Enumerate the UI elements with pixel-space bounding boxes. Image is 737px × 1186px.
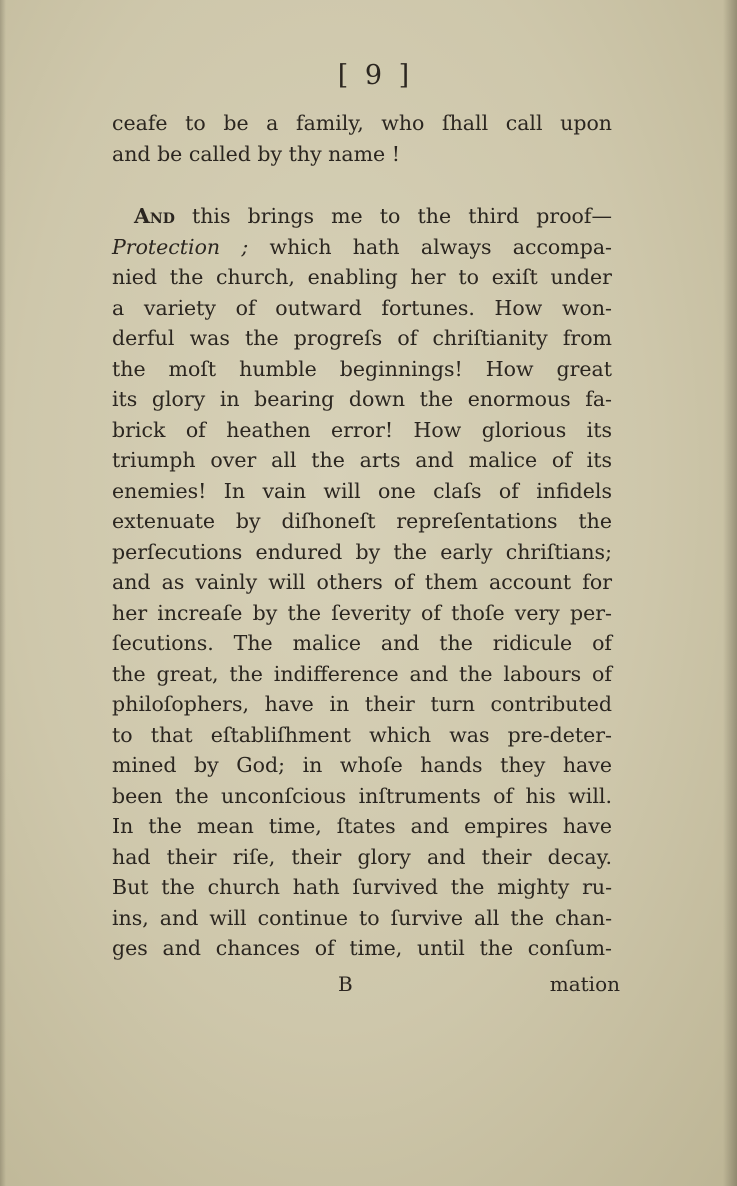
catchword: mation — [549, 972, 620, 996]
text-line: and as vainly will others of them account for — [112, 570, 612, 594]
text-line: ceafe to be a family, who ſhall call upon — [112, 111, 612, 135]
text-line: derful was the progreſs of chriſtianity from — [112, 326, 612, 350]
text-line: been the unconſcious inſtruments of his will. — [112, 783, 612, 808]
text-line: enemies! In vain will one claſs of infidels — [112, 478, 612, 503]
text-fragment: this brings me to the third proof— — [191, 204, 612, 228]
text-line: philoſophers, have in their turn contributed — [112, 692, 612, 716]
text-line: the moſt humble beginnings! How great — [112, 356, 612, 381]
page-number: [ 9 ] — [337, 60, 414, 91]
text-line: But the church hath ſurvived the mighty ru- — [112, 875, 612, 899]
text-line: ges and chances of time, until the conſum- — [112, 936, 612, 960]
page-edge-shadow-left — [0, 0, 6, 1186]
text-line: to that eſtabliſhment which was pre-deter- — [112, 722, 612, 747]
text-line: perſecutions endured by the early chriſtians; — [112, 539, 612, 564]
text-line: and be called by thy name ! — [112, 141, 400, 166]
text-line: extenuate by diſhoneſt repreſentations the — [112, 509, 612, 533]
text-line: a variety of outward fortunes. How won- — [112, 295, 612, 320]
text-line: mined by God; in whoſe hands they have — [112, 753, 612, 777]
text-line: had their riſe, their glory and their decay. — [112, 844, 612, 869]
text-line — [112, 201, 612, 232]
text-line: the great, the indifference and the labours of — [112, 661, 612, 686]
text-line: its glory in bearing down the enormous fa- — [112, 387, 612, 411]
page-footer — [112, 972, 620, 1002]
text-line — [112, 232, 612, 263]
text-line: ſecutions. The malice and the ridicule of — [112, 631, 612, 655]
text-line: triumph over all the arts and malice of its — [112, 448, 612, 472]
body-text — [112, 108, 612, 964]
paragraph-gap — [112, 169, 612, 201]
text-line: brick of heathen error! How glorious its — [112, 417, 612, 442]
italic-term: Protection ; — [112, 234, 249, 259]
text-line: nied the church, enabling her to exiſt under — [112, 265, 612, 289]
paragraph-opening-word: And — [134, 204, 175, 228]
text-line: In the mean time, ſtates and empires have — [112, 814, 612, 838]
signature-mark: B — [338, 972, 353, 996]
text-fragment: which hath always accompa- — [269, 234, 612, 259]
text-line: ins, and will continue to ſurvive all the chan- — [112, 905, 612, 930]
text-line: her increaſe by the ſeverity of thoſe very per- — [112, 600, 612, 625]
page-edge-shadow-right — [723, 0, 737, 1186]
